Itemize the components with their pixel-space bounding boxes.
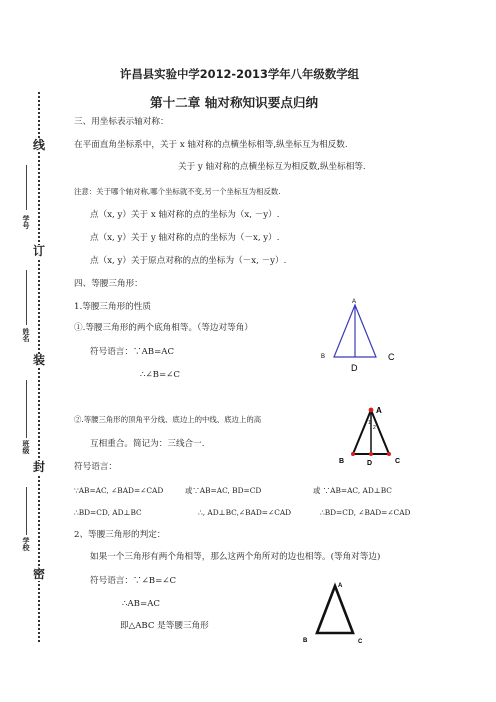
binding-dotted-line (38, 92, 40, 642)
property-1: ①.等腰三角形的两个底角相等。（等边对等角） (74, 323, 253, 333)
vertex-c-dot (387, 452, 391, 456)
vertex-a-label: A (338, 583, 343, 589)
property-2-summary: 互相重合。简记为：三线合一. (90, 439, 205, 449)
symmetry-y-rule: 关于 y 轴对称的点横坐标互为相反数,纵坐标相等. (178, 162, 366, 172)
symmetry-note: 注意：关于哪个轴对称,哪个坐标就不变,另一个坐标互为相反数. (74, 187, 281, 196)
point-x-axis: 点（x, y）关于 x 轴对称的点的坐标为（x, －y）. (90, 210, 280, 220)
symbol-language-3: 符号语言：∵∠B=∠C (90, 576, 177, 586)
vertex-a-label: A (352, 299, 357, 305)
class-label: 班级 (22, 440, 30, 454)
result-c: ∴BD=CD, ∠BAD=∠CAD (320, 508, 411, 517)
angle-1-label: 1 (368, 420, 371, 426)
student-id-label: 学号 (22, 215, 30, 229)
judgment-rule: 如果一个三角形有两个角相等，那么这两个角所对的边也相等。(等角对等边) (90, 552, 381, 562)
binding-char: 封 (33, 460, 46, 474)
isosceles-triangle-figure-1 (312, 295, 422, 375)
section-4-heading: 四、等腰三角形： (74, 279, 143, 289)
vertex-b-label: B (339, 458, 345, 465)
vertex-b-label: B (303, 638, 308, 644)
property-heading: 1.等腰三角形的性质 (74, 302, 151, 312)
isosceles-conclusion: 即△ABC 是等腰三角形 (120, 621, 209, 631)
symbol-conclusion-3: ∴AB=AC (122, 599, 160, 609)
binding-char: 密 (33, 567, 46, 581)
vertex-c-label: C (388, 352, 395, 362)
vertex-a-label: A (376, 406, 382, 415)
point-y-axis: 点（x, y）关于 y 轴对称的点的坐标为（－x, y）. (90, 233, 280, 243)
condition-c: 或 ∵AB=AC, AD⊥BC (313, 486, 392, 495)
vertex-c-label: C (358, 639, 363, 645)
property-2: ②.等腰三角形的顶角平分线、底边上的中线、底边上的高 (74, 415, 262, 424)
chapter-title: 第十二章 轴对称知识要点归纳 (150, 95, 319, 110)
binding-char: 线 (33, 138, 46, 152)
point-d-label: D (351, 363, 358, 373)
symmetry-x-rule: 在平面直角坐标系中，关于 x 轴对称的点横坐标相等,纵坐标互为相反数. (74, 140, 348, 150)
vertex-b-dot (351, 452, 355, 456)
name-label: 姓名 (22, 328, 30, 342)
isosceles-triangle-figure-3 (300, 580, 380, 645)
vertex-c-label: C (395, 458, 401, 465)
angle-2-label: 2 (373, 425, 376, 431)
name-line (26, 270, 27, 325)
point-d-label: D (367, 460, 373, 467)
point-origin: 点（x, y）关于原点对称的点的坐标为（－x, －y）. (90, 256, 287, 266)
school-title: 许昌县实验中学2012-2013学年八年级数学组 (120, 67, 359, 81)
condition-b: 或∵AB=AC, BD=CD (185, 486, 262, 495)
school-line (26, 487, 27, 535)
condition-a: ∵AB=AC, ∠BAD=∠CAD (74, 486, 164, 495)
binding-char: 装 (33, 353, 46, 367)
school-label: 学校 (22, 537, 30, 551)
symbol-language-2: 符号语言： (74, 462, 117, 472)
section-3-heading: 三、用坐标表示轴对称： (74, 117, 169, 127)
point-d-dot (369, 452, 373, 456)
vertex-a-dot (369, 408, 374, 413)
class-line (26, 380, 27, 438)
result-a: ∴BD=CD, AD⊥BC (74, 508, 142, 517)
result-b: ∴, AD⊥BC,∠BAD=∠CAD (198, 508, 292, 517)
vertex-b-label: B (321, 354, 326, 360)
triangle-shape (317, 586, 353, 633)
binding-char: 订 (33, 244, 46, 258)
student-id-line (26, 165, 27, 210)
symbol-language-1: 符号语言：∵AB=AC (90, 347, 175, 357)
judgment-heading: 2、等腰三角形的判定： (74, 530, 166, 540)
isosceles-triangle-figure-2 (335, 402, 415, 470)
symbol-conclusion-1: ∴∠B=∠C (140, 370, 180, 380)
